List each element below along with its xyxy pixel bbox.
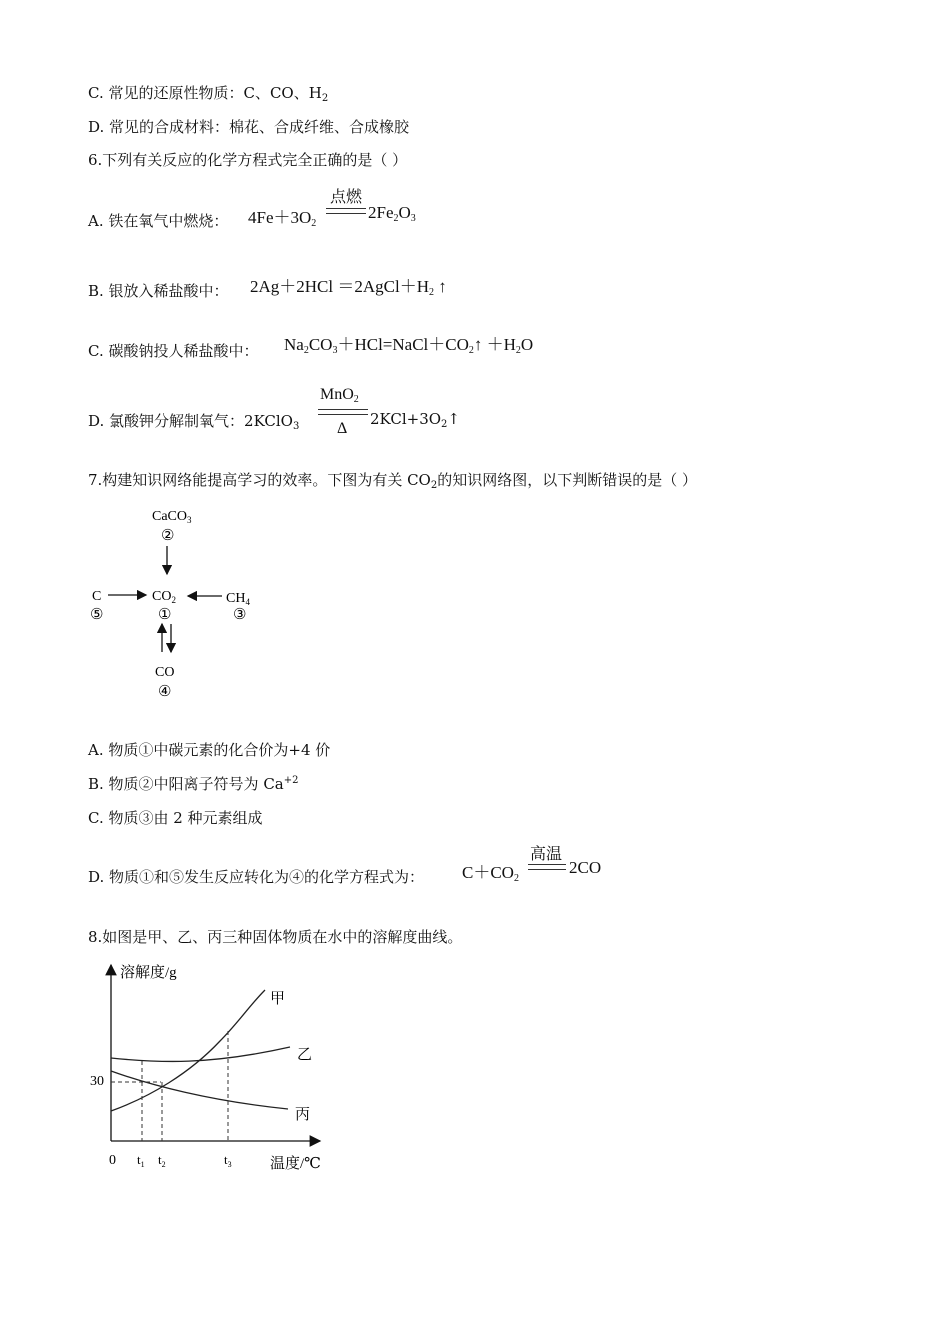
q6-option-b-equation: $2Ag+2HCl =2AgCl+H_2$ ↑ [250, 277, 447, 298]
x-axis-label: 温度/℃ [270, 1156, 321, 1172]
q6-option-d-catalyst: MnO$_2$ [320, 386, 359, 405]
q7-option-d-right: 2CO [569, 858, 602, 877]
q7-option-d-equals [528, 864, 566, 870]
q7-stem: 7.构建知识网络能提高学习的效率。下图为有关 $CO_2$的知识网络图，以下判断错误的是（ ） [88, 471, 698, 491]
q6-option-b-label: B. 银放入稀盐酸中： [88, 282, 229, 300]
x-tick-t1: $t_1$ [137, 1152, 145, 1169]
co2-network-diagram [80, 500, 280, 705]
q6-option-c-label: C. 碳酸钠投人稀盐酸中： [88, 342, 259, 360]
origin-label: 0 [109, 1153, 116, 1168]
q6-option-d-right: $2KCl+3O_2↑$ [370, 410, 460, 430]
node-5-number: ⑤ [90, 607, 104, 623]
q6-option-d-equals [318, 409, 368, 415]
q7-option-b: B. 物质②中阳离子符号为 $Ca^{+2}$ [88, 775, 299, 793]
node-1-number: ① [158, 607, 172, 623]
q7-option-d-left: $C+CO_2$ [462, 863, 519, 884]
q7-option-d: D. 物质①和⑤发生反应转化为④的化学方程式为： [88, 868, 425, 886]
series-label-jia: 甲 [270, 991, 286, 1007]
q6-option-d-heat: Δ [337, 420, 348, 437]
node-3-number: ③ [233, 607, 247, 623]
q6-option-a-right: $2Fe_2O_3$ [368, 203, 416, 224]
node-c: C [92, 589, 102, 604]
curve-bing [111, 1071, 288, 1109]
node-2-number: ② [161, 528, 175, 544]
node-co2: $CO_2$ [152, 589, 176, 605]
q5-option-c-text: C. 常见的还原性物质：C、CO、H [88, 84, 322, 102]
node-caco3: CaCO$_3$ [152, 509, 192, 525]
q5-option-c-sub: 2 [321, 93, 329, 104]
q7-option-c: C. 物质③由 2 种元素组成 [88, 809, 263, 827]
q7-option-a: A. 物质①中碳元素的化合价为+4 价 [88, 741, 331, 759]
q8-stem: 8.如图是甲、乙、丙三种固体物质在水中的溶解度曲线。 [88, 928, 463, 946]
q6-option-a-condition: 点燃 [330, 187, 363, 206]
node-4-number: ④ [158, 684, 172, 700]
y-axis-label: 溶解度/g [120, 965, 177, 981]
q6-option-a-equals [326, 208, 366, 214]
q6-option-c-equation: $Na_2CO_3+HCl=NaCl+CO_2↑ +H_2O$ [284, 335, 534, 356]
node-ch4: $CH_4$ [226, 591, 250, 607]
solubility-curve-chart [80, 955, 340, 1185]
node-co: CO [155, 665, 175, 680]
q5-option-c [88, 82, 328, 104]
x-tick-t3: $t_3$ [224, 1152, 232, 1169]
q5-option-d: D. 常见的合成材料：棉花、合成纤维、合成橡胶 [88, 118, 410, 136]
q6-option-d-label: D. 氯酸钾分解制氧气：2KClO$_3$ [88, 412, 300, 432]
q6-stem: 6.下列有关反应的化学方程式完全正确的是（ ） [88, 151, 408, 169]
q7-option-d-condition: 高温 [530, 844, 563, 863]
series-label-yi: 乙 [297, 1047, 313, 1063]
q6-option-a-left: $4Fe+3O_2$ [248, 208, 317, 229]
q6-option-a-label: A. 铁在氧气中燃烧： [88, 212, 229, 230]
y-tick-30: 30 [90, 1074, 104, 1089]
x-tick-t2: $t_2$ [158, 1152, 166, 1169]
series-label-bing: 丙 [295, 1107, 311, 1123]
